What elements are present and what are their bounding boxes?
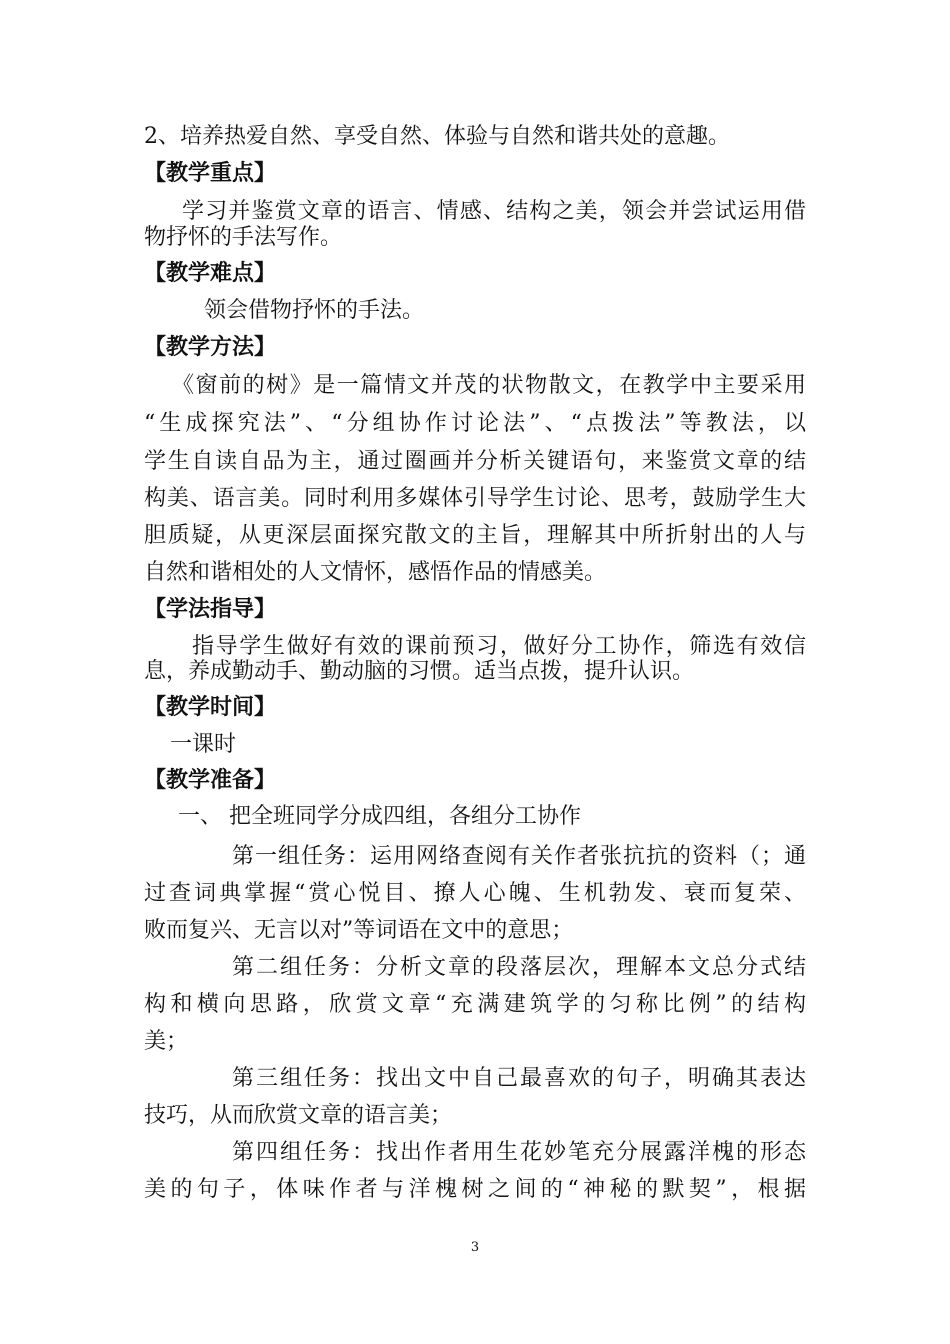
heading-teaching-time: 【教学时间】 (144, 695, 277, 720)
method-line-3: 学生自读自品为主，通过圈画并分析关键语句，来鉴赏文章的结 (144, 449, 806, 474)
heading-study-guidance: 【学法指导】 (144, 597, 277, 622)
prep-line-8: 第三组任务：找出文中自己最喜欢的句子，明确其表达 (232, 1066, 806, 1091)
heading-teaching-focus: 【教学重点】 (144, 161, 277, 186)
method-line-6: 自然和谐相处的人文情怀，感悟作品的情感美。 (144, 560, 607, 585)
prep-line-10: 第四组任务：找出作者用生花妙笔充分展露洋槐的形态 (232, 1140, 806, 1165)
method-line-2: “生成探究法”、“分组协作讨论法”、“点拨法”等教法，以 (144, 411, 806, 436)
focus-line-1: 学习并鉴赏文章的语言、情感、结构之美，领会并尝试运用借 (182, 199, 806, 224)
page-number: 3 (470, 1240, 480, 1255)
prep-line-5: 第二组任务：分析文章的段落层次，理解本文总分式结 (232, 955, 806, 980)
prep-line-11: 美的句子，体味作者与洋槐树之间的“神秘的默契”，根据 (144, 1177, 806, 1202)
method-line-5: 胆质疑，从更深层面探究散文的主旨，理解其中所折射出的人与 (144, 523, 806, 548)
difficulty-line-1: 领会借物抒怀的手法。 (204, 298, 425, 323)
prep-line-4: 败而复兴、无言以对”等词语在文中的意思； (144, 918, 574, 943)
time-line-1: 一课时 (170, 732, 237, 757)
focus-line-2: 物抒怀的手法写作。 (144, 225, 343, 250)
prep-line-1: 一、 把全班同学分成四组，各组分工协作 (178, 804, 581, 829)
method-line-4: 构美、语言美。同时利用多媒体引导学生讨论、思考，鼓励学生大 (144, 486, 806, 511)
method-line-1: 《窗前的树》是一篇情文并茂的状物散文，在教学中主要采用 (172, 373, 806, 398)
prep-line-6: 构和横向思路，欣赏文章“充满建筑学的匀称比例”的结构 (144, 992, 806, 1017)
prep-line-9: 技巧，从而欣赏文章的语言美； (144, 1103, 453, 1128)
prep-line-2: 第一组任务：运用网络查阅有关作者张抗抗的资料（；通 (232, 844, 806, 869)
guidance-line-1: 指导学生做好有效的课前预习，做好分工协作，筛选有效信 (192, 634, 806, 659)
heading-teaching-difficulty: 【教学难点】 (144, 261, 277, 286)
guidance-line-2: 息，养成勤动手、勤动脑的习惯。适当点拨，提升认识。 (144, 659, 695, 684)
objective-2: 2、培养热爱自然、享受自然、体验与自然和谐共处的意趣。 (144, 124, 730, 149)
heading-teaching-preparation: 【教学准备】 (144, 768, 277, 793)
heading-teaching-method: 【教学方法】 (144, 335, 277, 360)
prep-line-3: 过查词典掌握“赏心悦目、撩人心魄、生机勃发、衰而复荣、 (144, 881, 806, 906)
prep-line-7: 美； (144, 1029, 189, 1054)
